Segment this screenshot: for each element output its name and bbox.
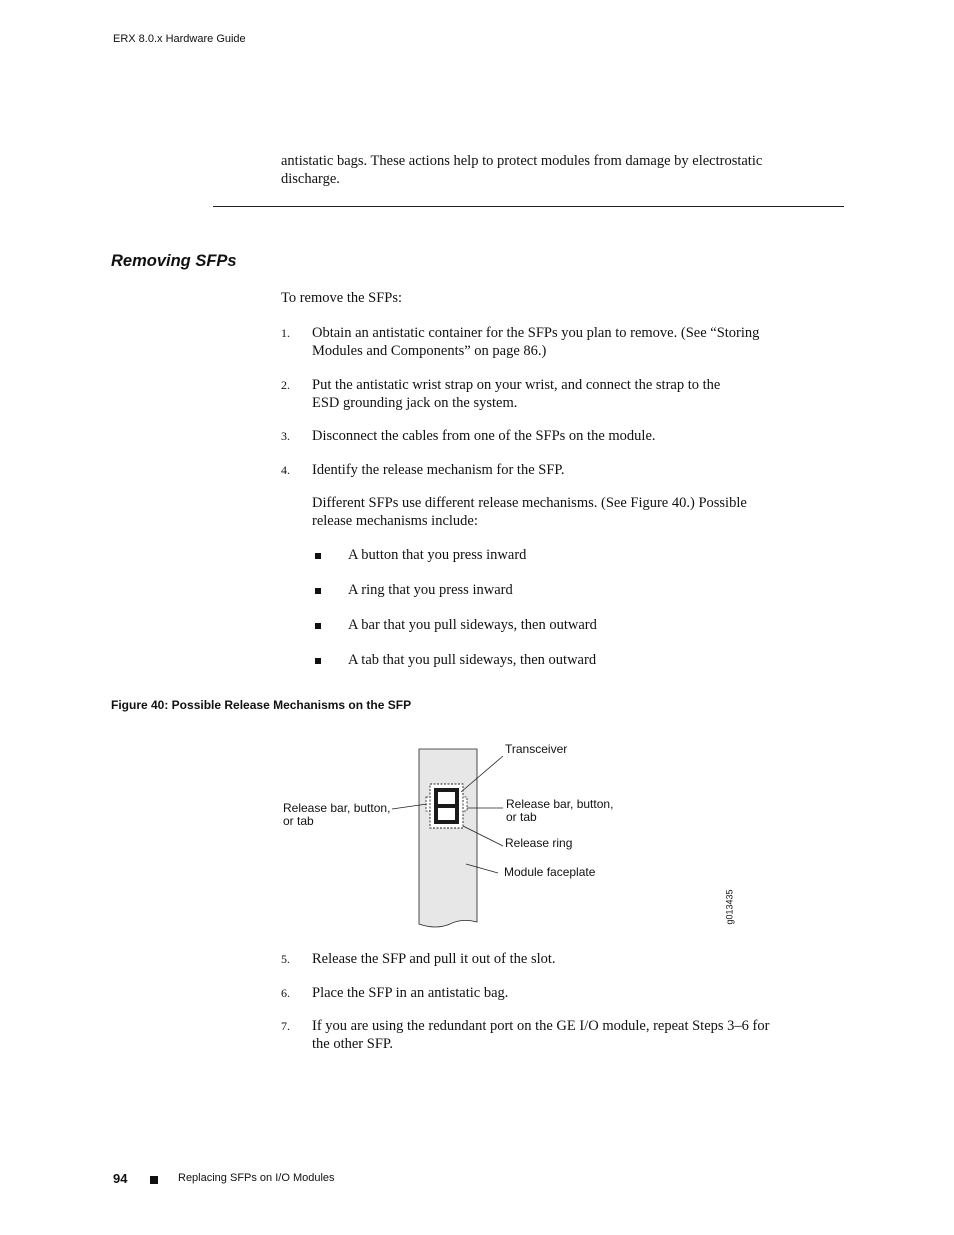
release-ring-shape xyxy=(430,784,463,828)
right-release-tab-shape xyxy=(461,797,467,811)
module-faceplate-shape xyxy=(419,749,477,927)
step-3-line-1: Disconnect the cables from one of the SFPs on the module. xyxy=(312,428,656,444)
step-1-line-2: Modules and Components” on page 86.) xyxy=(312,343,547,359)
transceiver-port-top xyxy=(438,792,455,804)
section-heading: Removing SFPs xyxy=(111,252,237,270)
step-4-line-1: Identify the release mechanism for the SFP. xyxy=(312,462,565,478)
bullet-item: A bar that you pull sideways, then outward xyxy=(348,617,597,633)
running-header: ERX 8.0.x Hardware Guide xyxy=(113,33,246,45)
step-2-line-1: Put the antistatic wrist strap on your wrist, and connect the strap to the xyxy=(312,377,721,393)
transceiver-port-bottom xyxy=(438,808,455,820)
step-number: 7. xyxy=(281,1019,290,1033)
faceplate-callout-line xyxy=(466,864,498,873)
transceiver-label: Transceiver xyxy=(505,742,568,756)
step-7-line-1: If you are using the redundant port on the GE I/O module, repeat Steps 3–6 for xyxy=(312,1018,770,1034)
intro-paragraph-line-2: discharge. xyxy=(281,171,340,187)
module-faceplate-label: Module faceplate xyxy=(504,865,596,879)
bullet-item: A tab that you pull sideways, then outward xyxy=(348,652,597,668)
bullet-square-icon xyxy=(315,623,321,629)
release-ring-label: Release ring xyxy=(505,836,573,850)
release-right-label-line-2: or tab xyxy=(506,810,537,824)
bullet-square-icon xyxy=(315,658,321,664)
bullet-square-icon xyxy=(315,588,321,594)
step-7-line-2: the other SFP. xyxy=(312,1036,393,1052)
release-left-callout-line xyxy=(392,804,427,809)
step-number: 4. xyxy=(281,463,290,477)
release-right-label-line-1: Release bar, button, xyxy=(506,797,614,811)
bullet-item: A button that you press inward xyxy=(348,547,527,563)
intro-paragraph-line-1: antistatic bags. These actions help to protect modules from damage by electrostatic xyxy=(281,153,763,169)
step-number: 3. xyxy=(281,429,290,443)
left-release-tab-shape xyxy=(426,797,432,811)
step-1-line-1: Obtain an antistatic container for the SFPs you plan to remove. (See “Storing xyxy=(312,325,760,341)
step-5-line-1: Release the SFP and pull it out of the slot. xyxy=(312,951,556,967)
transceiver-callout-line xyxy=(461,756,503,792)
step-4-detail-line-2: release mechanisms include: xyxy=(312,513,478,529)
step-6-line-1: Place the SFP in an antistatic bag. xyxy=(312,985,509,1001)
section-divider xyxy=(213,206,844,207)
figure-caption: Figure 40: Possible Release Mechanisms on the SFP xyxy=(111,698,412,712)
step-number: 1. xyxy=(281,326,290,340)
step-4-detail-line-1: Different SFPs use different release mechanisms. (See Figure 40.) Possible xyxy=(312,495,747,511)
release-left-label-line-2: or tab xyxy=(283,814,314,828)
release-ring-callout-line xyxy=(463,826,503,846)
step-number: 5. xyxy=(281,952,290,966)
bullet-square-icon xyxy=(315,553,321,559)
footer-section-title: Replacing SFPs on I/O Modules xyxy=(178,1172,335,1184)
step-number: 6. xyxy=(281,986,290,1000)
figure-id-label: g013435 xyxy=(724,889,735,925)
release-left-label-line-1: Release bar, button, xyxy=(283,801,391,815)
lead-sentence: To remove the SFPs: xyxy=(281,290,403,306)
transceiver-shape xyxy=(434,788,459,824)
step-2-line-2: ESD grounding jack on the system. xyxy=(312,395,518,411)
step-number: 2. xyxy=(281,378,290,392)
footer-square-icon xyxy=(150,1176,158,1184)
page-number: 94 xyxy=(113,1171,128,1186)
bullet-item: A ring that you press inward xyxy=(348,582,513,598)
